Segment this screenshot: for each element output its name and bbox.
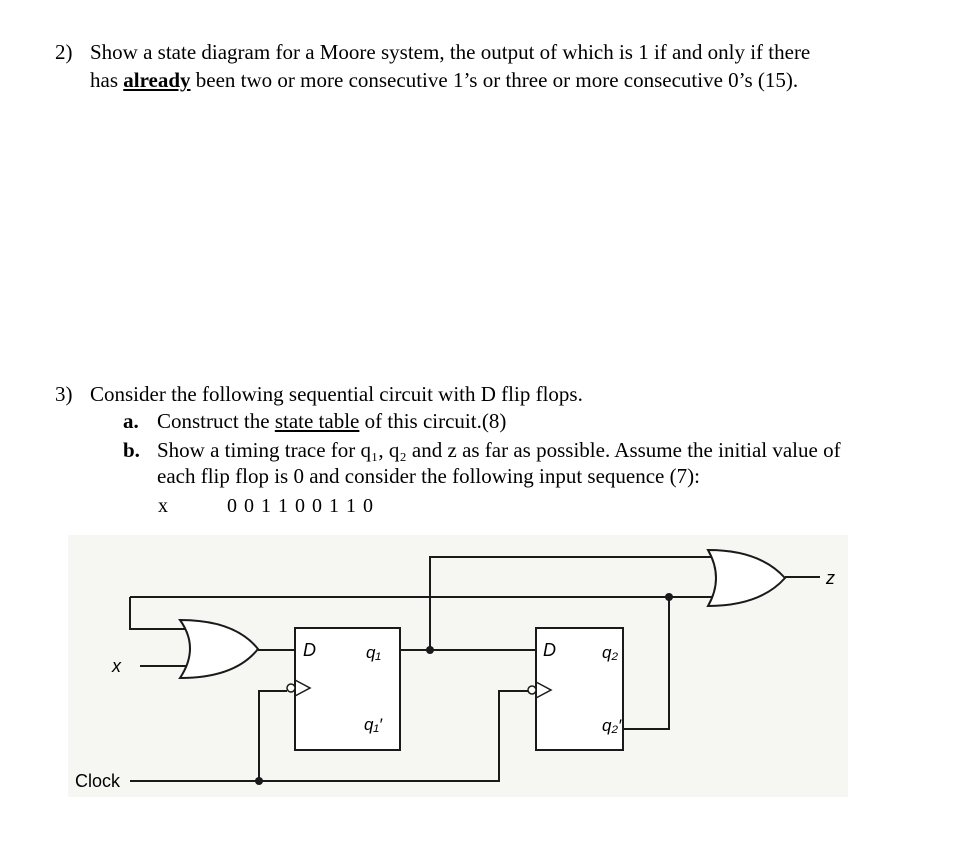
- junction-q2bar: [665, 593, 673, 601]
- q3-seq-label: x: [158, 495, 168, 517]
- ff2-d-label: D: [543, 640, 556, 660]
- ff1-qbar-label: q₁′: [364, 715, 383, 734]
- clock-label: Clock: [75, 771, 121, 791]
- q3-b-label: b.: [123, 438, 140, 462]
- ff2-qbar-label: q₂′: [602, 716, 622, 735]
- q2-line2: [90, 66, 798, 94]
- q3-b-line1: Show a timing trace for q₁, q₂ and z as far as possible. Assume the initial value of: [157, 438, 841, 462]
- input-x-label: x: [112, 656, 121, 676]
- q2-line1: Show a state diagram for a Moore system, the output of which is 1 if and only if there: [90, 40, 811, 64]
- q3-a-label: a.: [123, 409, 139, 433]
- circuit-diagram: [68, 535, 848, 797]
- q3-b-line2: each flip flop is 0 and consider the following input sequence (7):: [157, 464, 700, 488]
- q2-line2-pre: has: [90, 68, 124, 92]
- q3-intro: Consider the following sequential circuit with D flip flops.: [90, 382, 583, 406]
- q2-line2-post: been two or more consecutive 1’s or three or more consecutive 0’s (15).: [190, 68, 799, 92]
- q3-a-post: of this circuit.(8): [359, 409, 507, 433]
- q2-emphasis-already: already: [123, 68, 191, 92]
- ff2-clock-bubble: [528, 686, 536, 694]
- output-z-label: z: [826, 568, 835, 588]
- q3-number: 3): [55, 382, 73, 406]
- q3-a-pre: Construct the: [157, 409, 275, 433]
- junction-q1: [426, 646, 434, 654]
- q3-seq-values: 0 0 1 1 0 0 1 1 0: [227, 495, 374, 517]
- ff1-clock-bubble: [287, 684, 295, 692]
- ff2-q-label: q₂: [602, 643, 618, 662]
- q2-number: 2): [55, 40, 73, 64]
- junction-clock: [255, 777, 263, 785]
- q3-a-state-table: state table: [274, 409, 360, 433]
- q3-a-text: [157, 407, 506, 435]
- ff1-d-label: D: [303, 640, 316, 660]
- ff1-q-label: q₁: [366, 643, 381, 662]
